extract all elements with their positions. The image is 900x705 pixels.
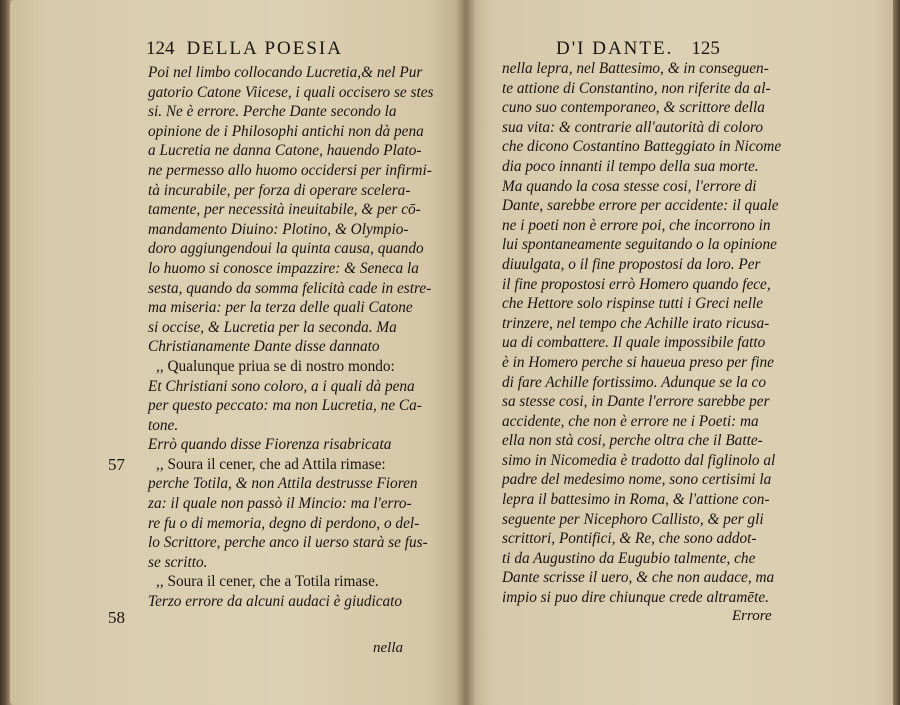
text-line: te attione di Constantino, non riferite da al-	[502, 79, 771, 97]
text-line: lo Scrittore, perche anco il uerso starà se fus-	[148, 534, 428, 552]
right-page-number: 125	[691, 38, 720, 59]
text-line: mandamento Diuino: Plotino, & Olympio-	[148, 220, 409, 238]
text-line: cuno suo contemporaneo, & scrittore della	[502, 99, 765, 117]
page-edge	[893, 0, 900, 705]
marginal-number-57: 57	[108, 455, 125, 474]
text-line: lui spontaneamente seguitando o la opinione	[502, 236, 777, 254]
text-line: sa stesse cosi, in Dante l'errore sarebbe per	[502, 393, 770, 411]
text-line: ella non stà cosi, perche oltra che il Batte-	[502, 432, 763, 450]
text-line: Poi nel limbo collocando Lucretia,& nel Pur	[148, 64, 423, 81]
text-line: za: il quale non passò il Mincio: ma l'erro-	[148, 495, 412, 513]
text-line: sesta, quando da somma felicità cade in estre-	[148, 279, 432, 297]
text-line: gatorio Catone Viicese, i quali occisero se stes	[148, 83, 434, 101]
text-line: è in Homero perche si haueua preso per fine	[502, 353, 774, 371]
text-line: Dante, sarebbe errore per accidente: il quale	[502, 197, 779, 215]
book-gutter	[456, 0, 476, 705]
text-line: Et Christiani sono coloro, a i quali dà pena	[148, 377, 415, 395]
text-line: ti da Augustino da Eugubio talmente, che	[502, 549, 756, 567]
text-line: Dante scrisse il uero, & che non audace, ma	[502, 569, 775, 587]
left-running-title: DELLA POESIA	[186, 38, 343, 59]
text-line: nella lepra, nel Battesimo, & in conseguen-	[502, 60, 769, 77]
text-line: accidente, che non è errore ne i Poeti: ma	[502, 412, 759, 430]
right-page	[466, 0, 894, 705]
text-line: re fu o di memoria, degno di perdono, o del-	[148, 514, 420, 532]
text-line: ,, Soura il cener, che ad Attila rimase:	[156, 455, 386, 473]
text-line: ma miseria: per la terza delle quali Catone	[148, 299, 413, 317]
text-line: opinione de i Philosophi antichi non dà pena	[148, 122, 424, 140]
marginal-number-58: 58	[108, 608, 125, 627]
text-line: trinzere, nel tempo che Achille irato ricusa-	[502, 314, 770, 332]
text-line: simo in Nicomedia è tradotto dal figlinolo al	[502, 451, 776, 469]
left-running-head	[146, 38, 343, 60]
text-line: per questo peccato: ma non Lucretia, ne Ca-	[148, 397, 422, 415]
text-line: scrittori, Pontifici, & Re, che sono addot-	[502, 530, 757, 548]
text-line: Christianamente Dante disse dannato	[148, 338, 380, 356]
right-catchword: Errore	[732, 608, 772, 624]
text-line: perche Totila, & non Attila destrusse Fioren	[148, 475, 418, 493]
text-line: ,, Soura il cener, che a Totila rimase.	[156, 573, 379, 591]
text-line: di fare Achille fortissimo. Adunque se la co	[502, 373, 766, 391]
text-line: ne permesso allo huomo occidersi per infirmi-	[148, 161, 432, 179]
text-line: sua vita: & contrarie all'autorità di coloro	[502, 118, 764, 136]
text-line: diuulgata, o il fine propostosi da loro. Per	[502, 255, 761, 273]
text-line: seguente per Nicephoro Callisto, & per gli	[502, 510, 764, 528]
text-line: Ma quando la cosa stesse cosi, l'errore di	[502, 177, 757, 195]
text-line: dia poco innanti il tempo della sua morte.	[502, 157, 759, 175]
text-line: si occise, & Lucretia per la seconda. Ma	[148, 318, 397, 336]
left-body-text	[148, 63, 434, 612]
text-line: Errò quando disse Fiorenza risabricata	[148, 436, 392, 454]
right-running-title: D'I DANTE.	[556, 38, 674, 59]
text-line: ua di combattere. Il quale impossibile fatto	[502, 334, 766, 352]
text-line: tà incurabile, per forza di operare scelera-	[148, 181, 411, 199]
right-body-text	[502, 59, 781, 608]
text-line: se scritto.	[148, 553, 208, 571]
text-line: che dicono Costantino Batteggiato in Nicome	[502, 138, 782, 156]
text-line: il fine propostosi errò Homero quando fece,	[502, 275, 771, 293]
text-line: impio si puo dire chiunque crede altramēte.	[502, 589, 769, 607]
left-page	[10, 0, 466, 705]
text-line: a Lucretia ne danna Catone, hauendo Plato-	[148, 142, 422, 160]
text-line: doro aggiungendoui la quinta causa, quando	[148, 240, 424, 258]
text-line: ,, Qualunque priua se di nostro mondo:	[156, 357, 395, 375]
text-line: lo huomo si conosce impazzire: & Seneca la	[148, 259, 419, 277]
right-running-head	[556, 38, 720, 60]
text-line: si. Ne è errore. Perche Dante secondo la	[148, 103, 397, 121]
left-page-number: 124	[146, 38, 175, 59]
text-line: Terzo errore da alcuni audaci è giudicato	[148, 593, 403, 611]
text-line: padre del medesimo nome, sono certisimi la	[502, 471, 772, 489]
text-line: tone.	[148, 416, 179, 434]
text-line: che Hettore solo rispinse tutti i Greci nelle	[502, 295, 763, 313]
text-line: tamente, per necessità ineuitabile, & per cō-	[148, 201, 421, 219]
text-line: lepra il battesimo in Roma, & l'attione con-	[502, 491, 770, 509]
left-catchword: nella	[373, 640, 403, 656]
text-line: ne i poeti non è errore poi, che incorrono in	[502, 216, 771, 234]
